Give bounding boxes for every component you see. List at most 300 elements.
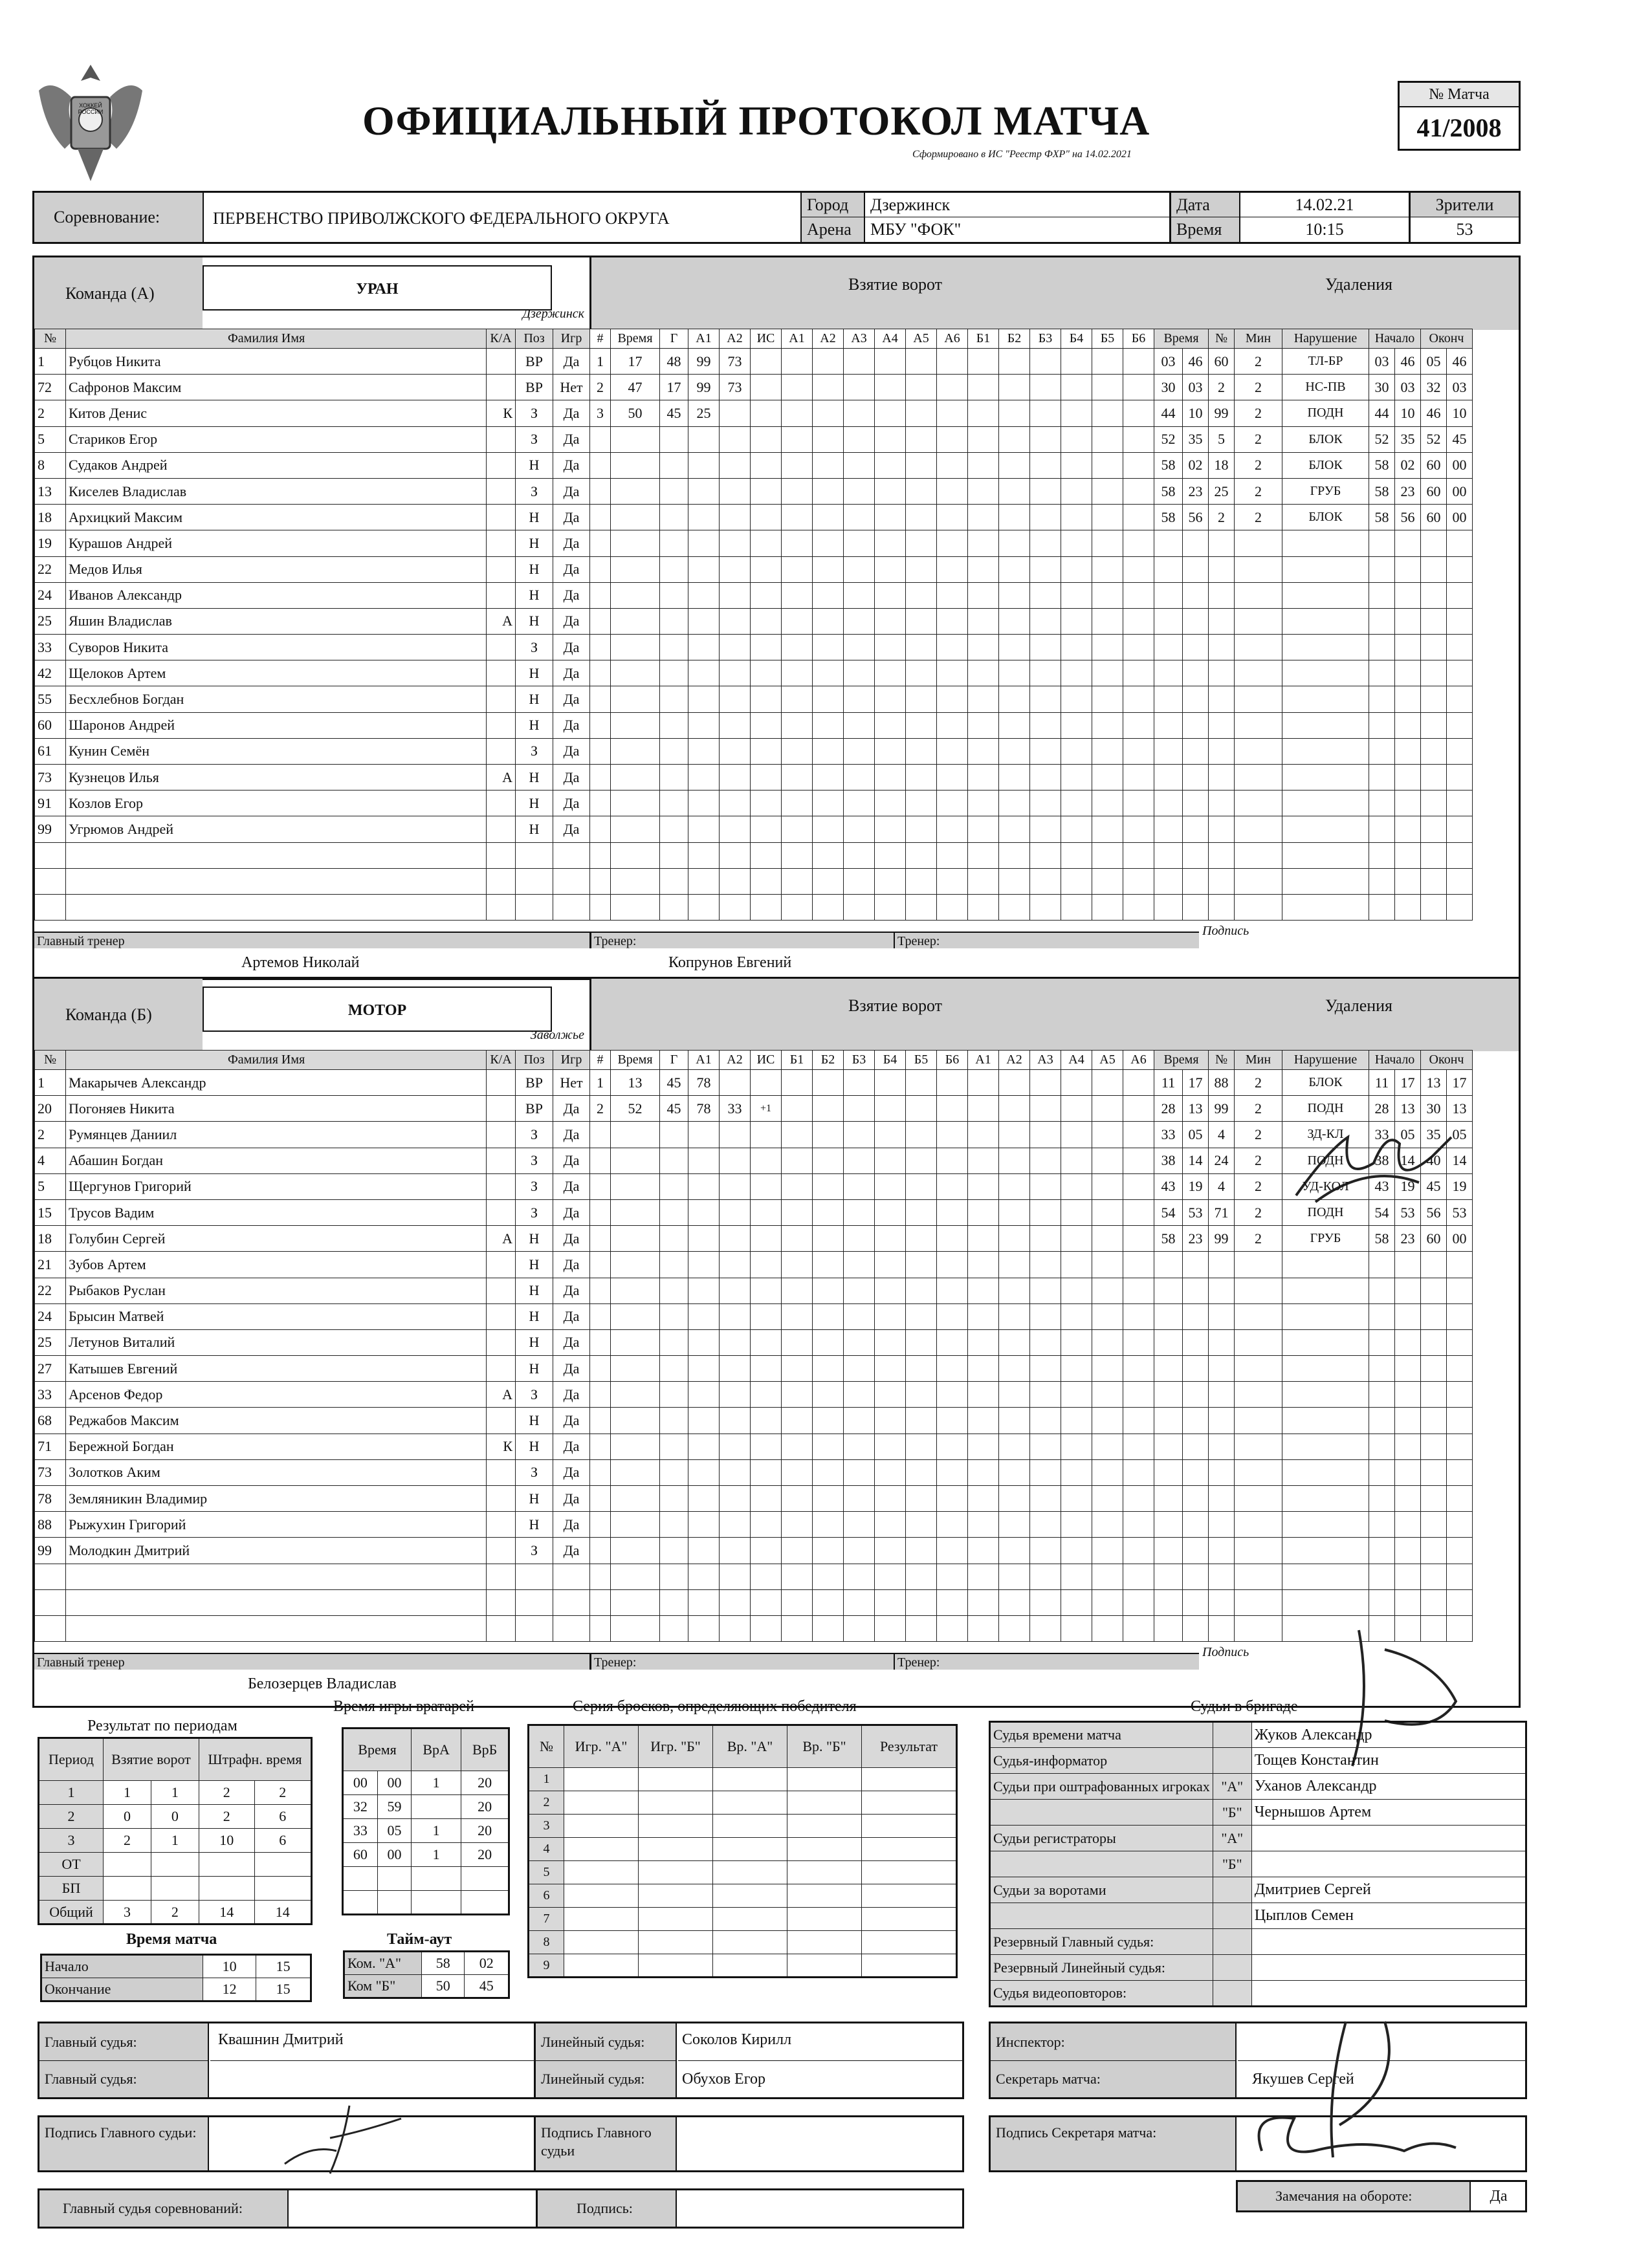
penalty-minutes [1235, 1252, 1282, 1278]
onice-cell [1123, 842, 1154, 868]
onice-cell [999, 375, 1030, 400]
onice-cell [1123, 1303, 1154, 1329]
onice-cell [1030, 1096, 1061, 1122]
col-goal-2: Г [660, 1051, 688, 1070]
period-value: 6 [254, 1805, 311, 1829]
penalty-start-sec: 14 [1395, 1148, 1421, 1173]
time-label: Время [1169, 217, 1240, 242]
goal-cell [590, 1199, 611, 1225]
onice-cell [875, 505, 906, 530]
onice-cell [937, 556, 968, 582]
player-played [553, 868, 590, 894]
table-row [35, 1122, 1473, 1148]
player-number: 33 [35, 1382, 66, 1408]
goal-cell [688, 765, 720, 791]
penalty-time-sec [1183, 608, 1209, 634]
onice-cell [1061, 1615, 1092, 1641]
onice-cell [906, 426, 937, 452]
shootout-no: 9 [529, 1954, 564, 1978]
goal-cell [611, 1122, 660, 1148]
penalty-start-sec [1395, 1486, 1421, 1512]
onice-cell [875, 842, 906, 868]
referee-team [1213, 1929, 1251, 1955]
onice-cell [1092, 608, 1123, 634]
referee-team: "А" [1213, 1826, 1251, 1851]
col-onice-8: Б3 [1030, 329, 1061, 349]
onice-cell [1061, 1459, 1092, 1485]
penalty-player: 60 [1209, 349, 1235, 375]
referee-team: "Б" [1213, 1851, 1251, 1877]
player-number: 20 [35, 1096, 66, 1122]
goal-cell [660, 738, 688, 764]
onice-cell [844, 816, 875, 842]
onice-cell [999, 686, 1030, 712]
player-played: Да [553, 582, 590, 608]
player-captain: А [487, 1226, 516, 1252]
col-goal-1: Время [611, 329, 660, 349]
shootout-cell [713, 1908, 787, 1931]
goal-cell [688, 582, 720, 608]
match-number: 41/2008 [1416, 113, 1502, 142]
penalty-end-sec [1447, 712, 1473, 738]
penalty-start-sec [1395, 530, 1421, 556]
table-row [35, 556, 1473, 582]
logo-text: ХОККЕЙ РОССИИ [78, 102, 104, 115]
penalty-time-sec: 03 [1183, 375, 1209, 400]
onice-cell [968, 505, 999, 530]
onice-cell [782, 1434, 813, 1459]
penalty-start-min [1369, 816, 1395, 842]
col-pen-infraction: Нарушение [1282, 329, 1369, 349]
goalie-time-cell: 20 [461, 1795, 509, 1819]
penalty-infraction: НС-ПВ [1282, 375, 1369, 400]
onice-cell [875, 635, 906, 660]
player-captain [487, 556, 516, 582]
goal-cell: 78 [688, 1096, 720, 1122]
onice-cell [937, 1615, 968, 1641]
goalie-time-cell: 33 [343, 1819, 378, 1843]
shootout-cell [639, 1838, 713, 1861]
referees-table [989, 1721, 1527, 2007]
player-played: Да [553, 1486, 590, 1512]
goal-cell [751, 1564, 782, 1589]
table-row [35, 1615, 1473, 1641]
penalty-start-min [1369, 1252, 1395, 1278]
penalty-player [1209, 1278, 1235, 1303]
onice-cell [968, 556, 999, 582]
table-row [529, 1838, 957, 1861]
onice-cell [906, 738, 937, 764]
onice-cell [999, 894, 1030, 920]
penalty-time-sec: 23 [1183, 478, 1209, 504]
goal-cell [660, 530, 688, 556]
penalty-end-min [1421, 1356, 1447, 1382]
goal-cell [611, 1589, 660, 1615]
onice-cell [1061, 400, 1092, 426]
goal-cell [611, 452, 660, 478]
onice-cell [906, 1096, 937, 1122]
player-number: 19 [35, 530, 66, 556]
onice-cell [1123, 452, 1154, 478]
onice-cell [1030, 1356, 1061, 1382]
penalty-end-min [1421, 1564, 1447, 1589]
table-row [35, 1564, 1473, 1589]
player-played: Да [553, 1512, 590, 1538]
onice-cell [1030, 582, 1061, 608]
penalty-end-min: 13 [1421, 1070, 1447, 1096]
shootout-cell [787, 1791, 862, 1815]
team-a-table [34, 329, 1473, 921]
onice-cell [875, 426, 906, 452]
generated-note: Сформировано в ИС "Реестр ФХР" на 14.02.2021 [912, 149, 1132, 160]
onice-cell [999, 478, 1030, 504]
penalty-player [1209, 1252, 1235, 1278]
penalty-player [1209, 816, 1235, 842]
goal-cell [590, 712, 611, 738]
referee-role: Судьи за воротами [990, 1877, 1213, 1903]
goal-cell [611, 816, 660, 842]
goal-cell [611, 1486, 660, 1512]
onice-cell [844, 349, 875, 375]
onice-cell [937, 1303, 968, 1329]
goal-cell [590, 426, 611, 452]
onice-cell [813, 1615, 844, 1641]
onice-cell [906, 1564, 937, 1589]
referee-name: Жуков Александр [1251, 1722, 1526, 1748]
penalty-end-min: 60 [1421, 1226, 1447, 1252]
goalie-time-cell: 00 [377, 1771, 411, 1795]
goal-cell [590, 452, 611, 478]
onice-cell [813, 791, 844, 816]
referee-role [990, 1800, 1213, 1826]
date-value: 14.02.21 [1240, 193, 1409, 217]
penalty-minutes [1235, 894, 1282, 920]
goal-cell [720, 868, 751, 894]
onice-cell [999, 1199, 1030, 1225]
penalty-time-sec [1183, 1303, 1209, 1329]
penalty-start-min [1369, 791, 1395, 816]
goal-cell [688, 556, 720, 582]
penalty-player: 5 [1209, 426, 1235, 452]
player-played: Да [553, 1278, 590, 1303]
onice-cell [999, 608, 1030, 634]
player-captain [487, 1615, 516, 1641]
table-row [35, 1408, 1473, 1434]
onice-cell [1092, 765, 1123, 791]
onice-cell [1092, 1408, 1123, 1434]
onice-cell [875, 1459, 906, 1485]
penalty-player [1209, 791, 1235, 816]
col-pos: Поз [516, 329, 553, 349]
col-name: Фамилия Имя [66, 1051, 487, 1070]
player-number: 73 [35, 765, 66, 791]
penalty-start-sec: 35 [1395, 426, 1421, 452]
period-value: 3 [104, 1901, 151, 1925]
player-number: 61 [35, 738, 66, 764]
penalty-player [1209, 1303, 1235, 1329]
onice-cell [1061, 1070, 1092, 1096]
onice-cell [1092, 1434, 1123, 1459]
onice-cell [1030, 1329, 1061, 1355]
onice-cell [813, 1434, 844, 1459]
goal-cell [751, 1538, 782, 1564]
penalty-player: 2 [1209, 375, 1235, 400]
goal-cell [751, 1122, 782, 1148]
penalty-infraction: ЗД-КЛ [1282, 1122, 1369, 1148]
onice-cell [906, 505, 937, 530]
onice-cell [813, 1589, 844, 1615]
col-onice-8: А3 [1030, 1051, 1061, 1070]
goalie-time-cell [412, 1891, 461, 1915]
player-captain: А [487, 1382, 516, 1408]
onice-cell [1123, 816, 1154, 842]
goal-cell [720, 791, 751, 816]
goal-cell [720, 426, 751, 452]
penalty-time-min: 38 [1154, 1148, 1183, 1173]
col-ka: К/А [487, 1051, 516, 1070]
penalty-end-sec: 00 [1447, 505, 1473, 530]
goalie-time-cell: 60 [343, 1843, 378, 1867]
penalty-infraction [1282, 894, 1369, 920]
penalty-end-sec [1447, 765, 1473, 791]
onice-cell [875, 1199, 906, 1225]
penalty-minutes [1235, 791, 1282, 816]
shootout-cell [862, 1815, 957, 1838]
penalty-minutes: 2 [1235, 478, 1282, 504]
col-onice-9: А4 [1061, 1051, 1092, 1070]
goal-cell [720, 1199, 751, 1225]
penalty-time-sec: 10 [1183, 400, 1209, 426]
onice-cell [906, 791, 937, 816]
onice-cell [875, 375, 906, 400]
penalty-player [1209, 635, 1235, 660]
col-onice-2: Б3 [844, 1051, 875, 1070]
player-number: 5 [35, 1173, 66, 1199]
onice-cell [782, 1173, 813, 1199]
col-no: № [35, 1051, 66, 1070]
penalty-time-sec: 17 [1183, 1070, 1209, 1096]
goal-cell [688, 1356, 720, 1382]
penalty-minutes: 2 [1235, 1199, 1282, 1225]
onice-cell [813, 738, 844, 764]
penalty-start-min [1369, 1434, 1395, 1459]
penalty-player: 25 [1209, 478, 1235, 504]
player-position: Н [516, 608, 553, 634]
onice-cell [1092, 1356, 1123, 1382]
player-number: 25 [35, 608, 66, 634]
player-name: Киселев Владислав [66, 478, 487, 504]
table-row [343, 1891, 509, 1915]
onice-cell [1030, 1564, 1061, 1589]
shootout-cell [787, 1954, 862, 1978]
goal-cell [660, 1329, 688, 1355]
penalty-infraction [1282, 1278, 1369, 1303]
penalty-time-min: 54 [1154, 1199, 1183, 1225]
player-name: Реджабов Максим [66, 1408, 487, 1434]
penalty-minutes: 2 [1235, 1122, 1282, 1148]
onice-cell [1123, 1356, 1154, 1382]
onice-cell [813, 1459, 844, 1485]
player-name: Золотков Аким [66, 1459, 487, 1485]
team-a-roster-table [34, 329, 1473, 921]
col-goal-4: А2 [720, 1051, 751, 1070]
penalty-start-min: 38 [1369, 1148, 1395, 1173]
player-played: Да [553, 1538, 590, 1564]
onice-cell [1092, 894, 1123, 920]
penalty-end-sec [1447, 1303, 1473, 1329]
penalty-infraction [1282, 1512, 1369, 1538]
onice-cell [1092, 1382, 1123, 1408]
player-name: Бережной Богдан [66, 1434, 487, 1459]
goal-cell [751, 1226, 782, 1252]
onice-cell [968, 1434, 999, 1459]
onice-cell [937, 1459, 968, 1485]
penalty-end-sec [1447, 686, 1473, 712]
onice-cell [782, 1278, 813, 1303]
player-captain: А [487, 608, 516, 634]
player-name: Макарычев Александр [66, 1070, 487, 1096]
penalty-start-sec [1395, 1512, 1421, 1538]
inspector-label: Инспектор: [991, 2023, 1237, 2061]
timeout-a-label: Ком. "А" [344, 1952, 422, 1975]
onice-cell [844, 1173, 875, 1199]
onice-cell [937, 686, 968, 712]
onice-cell [875, 1615, 906, 1641]
referee-team [1213, 1748, 1251, 1774]
shootout-no: 7 [529, 1908, 564, 1931]
goal-cell [590, 530, 611, 556]
onice-cell [999, 1278, 1030, 1303]
period-value [151, 1853, 199, 1877]
penalty-infraction: БЛОК [1282, 426, 1369, 452]
onice-cell [1061, 452, 1092, 478]
referee-team [1213, 1877, 1251, 1903]
penalty-infraction: УД-КОЛ [1282, 1173, 1369, 1199]
table-row [35, 765, 1473, 791]
onice-cell [937, 1199, 968, 1225]
onice-cell [1061, 738, 1092, 764]
onice-cell [875, 1382, 906, 1408]
penalty-time-min [1154, 765, 1183, 791]
onice-cell [813, 608, 844, 634]
onice-cell [844, 582, 875, 608]
penalty-start-min [1369, 1459, 1395, 1485]
penalty-end-sec [1447, 530, 1473, 556]
penalty-minutes: 2 [1235, 426, 1282, 452]
col-onice-3: Б4 [875, 1051, 906, 1070]
onice-cell [1092, 1538, 1123, 1564]
onice-cell [782, 608, 813, 634]
goal-cell [590, 1486, 611, 1512]
table-row [529, 1861, 957, 1884]
table-row [35, 1199, 1473, 1225]
player-name [66, 868, 487, 894]
penalty-infraction [1282, 791, 1369, 816]
player-captain [487, 1459, 516, 1485]
onice-cell [1123, 478, 1154, 504]
period-value [199, 1877, 254, 1901]
penalty-infraction [1282, 816, 1369, 842]
goal-cell [751, 1148, 782, 1173]
penalty-time-min [1154, 1589, 1183, 1615]
penalty-start-sec [1395, 1303, 1421, 1329]
onice-cell [999, 1538, 1030, 1564]
penalty-infraction [1282, 1303, 1369, 1329]
onice-cell [844, 1408, 875, 1434]
onice-cell [937, 1226, 968, 1252]
penalty-infraction [1282, 660, 1369, 686]
col-onice-10: Б5 [1092, 329, 1123, 349]
period-value: 10 [199, 1829, 254, 1853]
goal-cell [688, 426, 720, 452]
table-row [39, 1901, 312, 1925]
goal-cell [590, 660, 611, 686]
onice-cell [875, 894, 906, 920]
goalie-time-cell: 00 [377, 1843, 411, 1867]
penalty-time-min [1154, 635, 1183, 660]
penalty-start-sec [1395, 868, 1421, 894]
onice-cell [813, 1199, 844, 1225]
shootout-cell [713, 1861, 787, 1884]
onice-cell [813, 660, 844, 686]
onice-cell [906, 1408, 937, 1434]
penalty-minutes [1235, 582, 1282, 608]
player-number: 99 [35, 1538, 66, 1564]
onice-cell [1092, 1148, 1123, 1173]
player-name: Угрюмов Андрей [66, 816, 487, 842]
penalty-start-sec [1395, 1382, 1421, 1408]
shootout-no: 1 [529, 1768, 564, 1791]
goal-cell [688, 1199, 720, 1225]
onice-cell [937, 349, 968, 375]
team-a-head-coach: Артемов Николай [241, 954, 360, 971]
onice-cell [968, 1408, 999, 1434]
goal-cell [611, 868, 660, 894]
onice-cell [999, 1382, 1030, 1408]
table-row [529, 1884, 957, 1908]
onice-cell [937, 478, 968, 504]
penalty-start-sec: 23 [1395, 1226, 1421, 1252]
onice-cell [937, 791, 968, 816]
penalty-time-min [1154, 1486, 1183, 1512]
col-onice-7: Б2 [999, 329, 1030, 349]
goal-cell [720, 582, 751, 608]
penalty-end-min: 52 [1421, 426, 1447, 452]
penalty-player [1209, 738, 1235, 764]
player-position [516, 868, 553, 894]
onice-cell [1030, 1459, 1061, 1485]
onice-cell [1030, 894, 1061, 920]
goal-cell [688, 1252, 720, 1278]
penalty-start-min [1369, 1278, 1395, 1303]
onice-cell [968, 1070, 999, 1096]
match-time-table [40, 1954, 312, 2002]
goal-cell [688, 842, 720, 868]
onice-cell [1123, 608, 1154, 634]
penalty-time-sec [1183, 530, 1209, 556]
onice-cell [937, 1564, 968, 1589]
penalty-time-min: 43 [1154, 1173, 1183, 1199]
onice-cell [968, 1459, 999, 1485]
table-row [35, 1356, 1473, 1382]
onice-cell [1123, 1382, 1154, 1408]
shootout-cell [564, 1954, 639, 1978]
goal-cell [590, 478, 611, 504]
onice-cell [1092, 660, 1123, 686]
onice-cell [782, 765, 813, 791]
table-row [35, 868, 1473, 894]
onice-cell [782, 1303, 813, 1329]
